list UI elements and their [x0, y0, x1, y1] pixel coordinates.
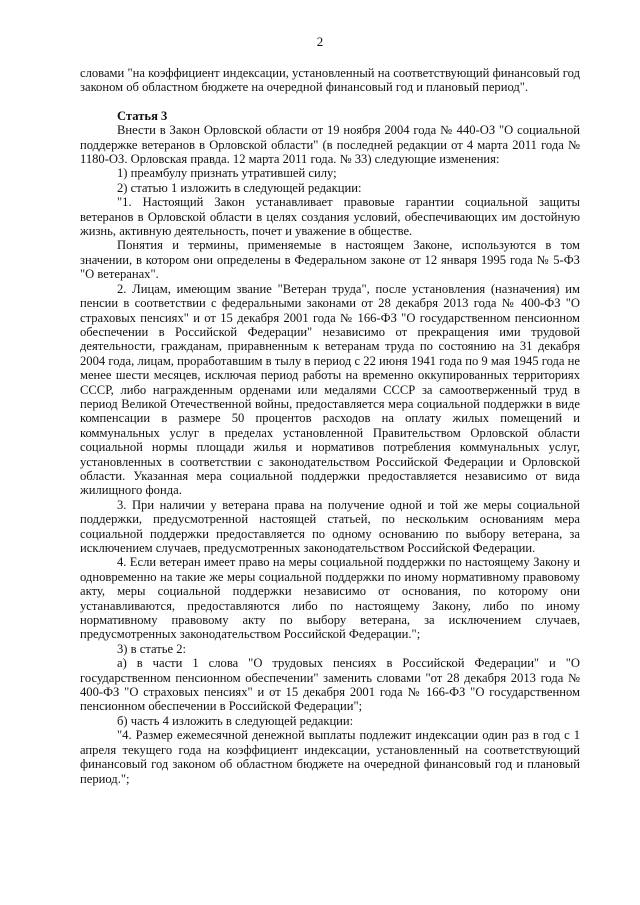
paragraph: б) часть 4 изложить в следующей редакции: — [117, 713, 354, 728]
document-body — [80, 66, 580, 786]
paragraph: Внести в Закон Орловской области от 19 ноября 2004 года № 440-ОЗ "О социальной поддержке ветеранов в Орловской области" (в последней редакции от 4 марта 2011 года № 1180-ОЗ. Орловская правда. 12 марта 2011 года. № 33) следующие изменения: — [80, 123, 580, 167]
paragraph: "1. Настоящий Закон устанавливает правовые гарантии социальной защиты ветеранов в Орловской области в целях создания условий, обеспечивающих им достойную жизнь, активную деятельность, почет и уважение в обществе. — [80, 195, 580, 239]
paragraph: 3. При наличии у ветерана права на получение одной и той же меры социальной поддержки, предусмотренной настоящей статьей, по нескольким основаниям мера социальной поддержки предоставляется по одному основанию по выбору ветерана, за исключением случаев, предусмотренных законодательством Российской Федерации. — [80, 497, 580, 555]
paragraph: а) в части 1 слова "О трудовых пенсиях в Российской Федерации" и "О государственном пенсионном обеспечении" заменить словами "от 28 декабря 2013 года № 400-ФЗ "О страховых пенсиях" и от 15 декабря 2001 года № 166-ФЗ "О государственном пенсионном обеспечении в Российской Федерации"; — [80, 656, 580, 714]
paragraph: 2) статью 1 изложить в следующей редакции: — [117, 180, 362, 195]
page-number: 2 — [316, 34, 324, 49]
paragraph: 2. Лицам, имеющим звание "Ветеран труда", после установления (назначения) им пенсии в соответствии с федеральными законами от 28 декабря 2013 года № 400-ФЗ "О страховых пенсиях" и от 15 декабря 2001 года № 166-ФЗ "О государственном пенсионном обеспечении в Российской Федерации" независимо от прекращения ими трудовой деятельности, гражданам, приравненным к ветеранам труда по состоянию на 31 декабря 2004 года, лицам, проработавшим в тылу в период с 22 июня 1941 года по 9 мая 1945 года не менее шести месяцев, исключая период работы на временно оккупированных территориях СССР, либо награжденным орденами или медалями СССР за самоотверженный труд в период Великой Отечественной войны, предоставляется мера социальной поддержки в виде компенсации в размере 50 процентов расходов на оплату жилых помещений и коммунальных услуг в пределах установленной Правительством Орловской области социальной нормы площади жилья и нормативов потребления коммунальных услуг, установленных в соответствии с законодательством Российской Федерации и Орловской области. Указанная мера социальной поддержки предоставляется независимо от вида жилищного фонда. — [80, 281, 580, 498]
paragraph: словами "на коэффициент индексации, установленный на соответствующий финансовый год законом об областном бюджете на очередной финансовый год и плановый период". — [80, 66, 580, 95]
article-heading: Статья 3 — [117, 108, 168, 123]
paragraph: 3) в статье 2: — [117, 641, 187, 656]
paragraph: "4. Размер ежемесячной денежной выплаты подлежит индексации один раз в год с 1 апреля текущего года на коэффициент индексации, установленный на соответствующий финансовый год законом об областном бюджете на очередной финансовый год и плановый период."; — [80, 728, 580, 786]
paragraph: 4. Если ветеран имеет право на меры социальной поддержки по настоящему Закону и одновременно на такие же меры социальной поддержки по иному нормативному правовому акту, меры социальной поддержки независимо от основания, по которому они устанавливаются, предоставляются либо по настоящему Закону, либо по иному нормативному правовому акту по выбору ветерана, за исключением случаев, предусмотренных законодательством Российской Федерации."; — [80, 555, 580, 642]
paragraph: 1) преамбулу признать утратившей силу; — [117, 166, 337, 181]
paragraph: Понятия и термины, применяемые в настоящем Законе, используются в том значении, в котором они определены в Федеральном законе от 12 января 1995 года № 5-ФЗ "О ветеранах". — [80, 238, 580, 282]
